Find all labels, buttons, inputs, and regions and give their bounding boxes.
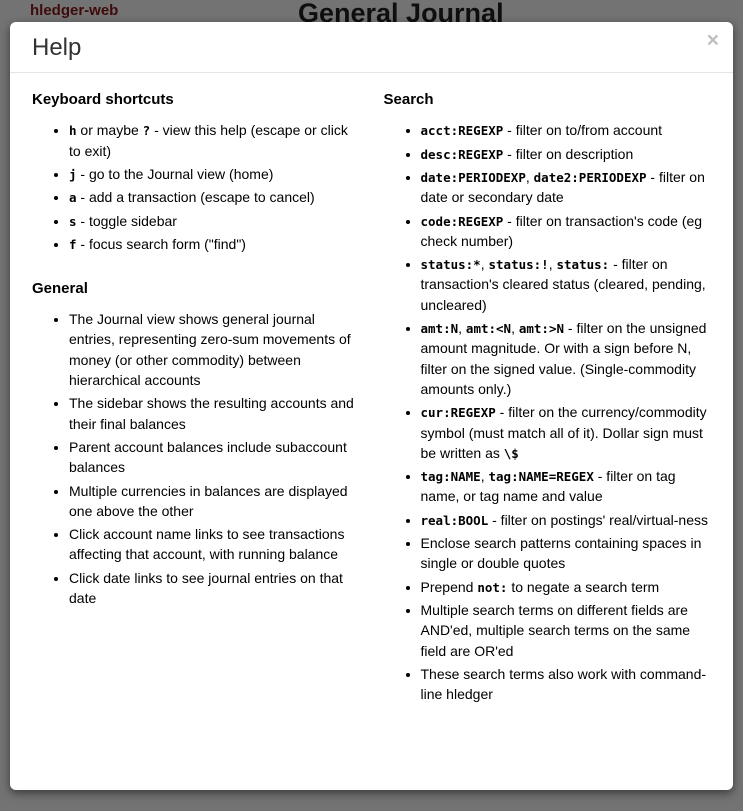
code-term: ? (142, 123, 151, 139)
text-segment: Prepend (420, 578, 478, 595)
list-item (421, 664, 714, 705)
text-segment: Parent account balances include subaccount balances (69, 438, 347, 476)
text-segment: , (480, 468, 489, 485)
list-item (69, 481, 362, 522)
text-segment: Click account name links to see transactions affecting that account, with running balance (69, 526, 345, 563)
list-item (421, 144, 714, 164)
section-heading: Search (383, 91, 434, 109)
code-term: f (69, 236, 77, 252)
code-term: h (69, 123, 77, 139)
text-segment: These search terms also work with command-line hledger (420, 665, 707, 703)
bullet-list (384, 120, 714, 704)
code-term: status:* (420, 257, 481, 273)
modal-header (10, 22, 733, 73)
text-segment: - toggle sidebar (76, 212, 177, 229)
code-term: not: (477, 579, 508, 595)
code-term: s (69, 213, 77, 229)
code-term: tag:NAME=REGEX (488, 469, 594, 485)
list-item (421, 211, 714, 252)
list-item (69, 524, 362, 565)
code-term: tag:NAME (420, 469, 481, 485)
code-term: a (69, 190, 77, 206)
list-item (69, 211, 362, 231)
list-item (421, 402, 714, 463)
list-item (69, 393, 362, 434)
text-segment: - filter on to/from account (503, 122, 663, 139)
text-segment: The Journal view shows general journal entries, representing zero-sum movements of money (or other commodity) between hierarchical accounts (69, 311, 351, 389)
list-item (421, 167, 714, 208)
list-item (69, 120, 362, 161)
code-term: amt:<N (465, 321, 512, 337)
text-segment: - filter on description (503, 145, 634, 162)
text-segment: to negate a search term (507, 578, 660, 595)
text-segment: - filter on the currency/commodity symbol (must match all of it). Dollar sign must be written as (420, 404, 707, 461)
right-column (372, 85, 724, 780)
code-term: status:! (488, 257, 549, 273)
text-segment: , (525, 168, 534, 185)
code-term: amt:>N (518, 321, 565, 337)
list-item (69, 437, 362, 478)
list-item (421, 120, 714, 140)
code-term: date:PERIODEXP (420, 169, 526, 185)
text-segment: - add a transaction (escape to cancel) (76, 189, 315, 206)
section-heading: General (32, 280, 88, 298)
help-modal (10, 22, 733, 790)
text-segment: - focus search form ("find") (76, 235, 246, 252)
text-segment: - filter on the unsigned amount magnitude. Or with a sign before N, filter on the signed value. (Single-commodity amounts only.) (420, 320, 707, 397)
code-term: code:REGEXP (420, 213, 504, 229)
text-segment: , (480, 256, 489, 273)
text-segment: , (458, 320, 466, 337)
code-term: cur:REGEXP (420, 405, 496, 421)
text-segment: The sidebar shows the resulting accounts and their final balances (69, 395, 354, 432)
list-item (421, 466, 714, 507)
modal-title: Help (32, 34, 82, 61)
text-segment: Enclose search patterns containing spaces in single or double quotes (420, 535, 702, 572)
close-icon[interactable]: × (706, 29, 719, 52)
text-segment: - filter on tag name, or tag name and value (420, 468, 676, 505)
modal-body (10, 73, 733, 790)
text-segment: , (548, 256, 557, 273)
text-segment: Multiple search terms on different fields are AND'ed, multiple search terms on the same field are OR'ed (420, 601, 691, 659)
list-item (421, 318, 714, 399)
list-item (69, 187, 362, 207)
list-item (69, 164, 362, 184)
bullet-list (32, 120, 362, 254)
text-segment: , (511, 320, 519, 337)
text-segment: - filter on transaction's code (eg check number) (420, 212, 703, 249)
code-term: real:BOOL (420, 512, 489, 528)
code-term: date2:PERIODEXP (533, 169, 647, 185)
code-term: amt:N (420, 321, 459, 337)
list-item (421, 600, 714, 661)
text-segment: Click date links to see journal entries on that date (69, 569, 343, 607)
list-item (69, 568, 362, 609)
text-segment: or maybe (76, 122, 143, 139)
code-term: acct:REGEXP (420, 123, 504, 139)
list-item (421, 510, 714, 530)
code-term: desc:REGEXP (420, 146, 504, 162)
text-segment: - filter on transaction's cleared status (cleared, pending, uncleared) (420, 256, 706, 313)
text-segment: - filter on postings' real/virtual-ness (488, 511, 708, 528)
text-segment: Multiple currencies in balances are displayed one above the other (69, 482, 348, 519)
list-item (421, 533, 714, 574)
code-term: j (69, 166, 77, 182)
left-column (20, 85, 372, 780)
list-item (69, 234, 362, 254)
bullet-list (32, 309, 362, 608)
section-heading: Keyboard shortcuts (32, 91, 174, 109)
code-term: status: (556, 257, 610, 273)
list-item (69, 309, 362, 390)
text-segment: - filter on date or secondary date (420, 168, 705, 206)
code-term: \$ (503, 445, 519, 461)
text-segment: - go to the Journal view (home) (76, 165, 274, 182)
list-item (421, 254, 714, 315)
list-item (421, 577, 714, 597)
text-segment: - view this help (escape or click to exit) (69, 122, 348, 159)
